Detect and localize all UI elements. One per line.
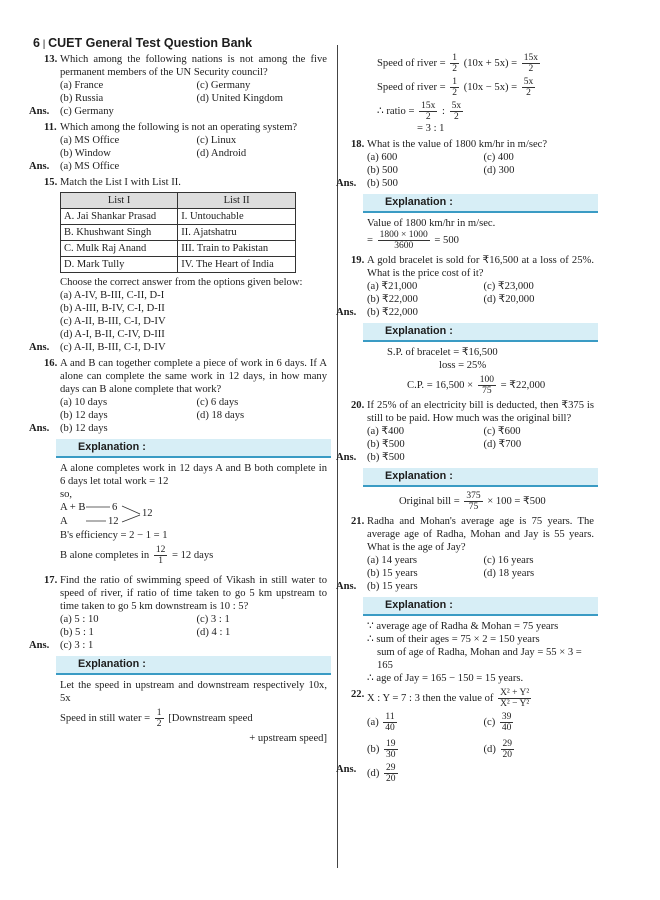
explanation-text: B's efficiency = 2 − 1 = 1: [60, 530, 168, 541]
option-d: (d) A-I, B-II, C-IV, D-III: [60, 329, 165, 340]
numerator: 15x: [523, 53, 539, 63]
answer-label: Ans.: [336, 307, 357, 318]
denominator: 20: [502, 750, 513, 760]
fraction: [155, 708, 164, 729]
answer-value: (c) 3 : 1: [60, 640, 94, 651]
option-label: (d): [483, 743, 496, 755]
answer: [29, 105, 327, 118]
option-b: (b) 12 days: [60, 410, 108, 421]
denominator: 40: [385, 723, 395, 733]
options: [60, 396, 327, 422]
numerator: 39: [501, 712, 512, 722]
diagram-label-a: A: [60, 516, 68, 527]
numerator: 12: [155, 545, 166, 555]
option-label: (a): [367, 716, 379, 728]
option-label: (b): [367, 743, 380, 755]
question-text: X : Y = 7 : 3 then the value of: [367, 692, 494, 704]
option-a: (a) 14 years: [367, 555, 417, 566]
explanation-formula: [367, 53, 594, 74]
answer-label: Ans.: [29, 640, 50, 651]
answer-label: Ans.: [29, 161, 50, 172]
option-d: (d) 300: [483, 165, 515, 176]
numerator: 1: [452, 77, 458, 87]
answer-value: (c) Germany: [60, 106, 114, 117]
question-text: A and B can together complete a piece of work in 6 days. If A alone can complete the same work in 12 days, in how many days can B alone complete that work?: [60, 358, 327, 395]
page-header: [33, 37, 252, 51]
fraction: [478, 375, 496, 396]
denominator: 2: [528, 64, 534, 74]
option-label: (c): [483, 716, 496, 728]
fraction: [450, 101, 464, 122]
question-number: 21.: [351, 516, 365, 527]
denominator: 2: [452, 88, 458, 98]
header-separator: |: [42, 39, 46, 50]
answer-value: (b) 12 days: [60, 423, 108, 434]
options: [367, 280, 594, 306]
option-b: (b) Window: [60, 148, 111, 159]
explanation-text: S.P. of bracelet = ₹16,500: [387, 347, 498, 358]
question-16: [44, 357, 327, 396]
diagram-result-12: 12: [142, 508, 153, 519]
question-22: [351, 688, 594, 709]
question-text: If 25% of an electricity bill is deducted, then ₹375 is still to be paid. How much was the original bill?: [367, 400, 594, 424]
formula-result: = 12 days: [171, 549, 214, 561]
fraction: [378, 230, 430, 251]
question-text: Which among the following nations is not among the five permanent members of the UN Security council?: [60, 54, 327, 78]
option-c: [484, 712, 595, 733]
answer: [336, 763, 594, 784]
table-cell: II. Ajatshatru: [178, 225, 296, 241]
fraction: [384, 739, 398, 760]
question-number: 19.: [351, 255, 365, 266]
formula-text: Original bill =: [399, 495, 460, 507]
option-b: [367, 739, 478, 760]
answer-label: Ans.: [29, 342, 50, 353]
answer-value: (b) 500: [367, 178, 398, 189]
answer: [336, 177, 594, 190]
question-text: Match the List I with List II.: [60, 177, 181, 188]
answer-value: (d): [367, 767, 380, 779]
answer-value: (b) ₹500: [367, 452, 405, 463]
question-20: [351, 399, 594, 425]
table-cell: D. Mark Tully: [61, 257, 178, 273]
table-row: [61, 241, 296, 257]
answer-value: (c) A-II, B-III, C-I, D-IV: [60, 342, 166, 353]
page-number: 6: [33, 36, 40, 50]
option-d: (d) ₹20,000: [483, 294, 535, 305]
option-b: (b) 15 years: [367, 568, 418, 579]
options: [60, 134, 327, 160]
option-a: (a) 10 days: [60, 397, 108, 408]
explanation-formula: [60, 545, 327, 566]
book-title: CUET General Test Question Bank: [48, 36, 253, 50]
table-cell: I. Untouchable: [178, 209, 296, 225]
explanation-text: ∵ average age of Radha & Mohan = 75 years: [367, 621, 559, 632]
numerator: 15x: [421, 101, 436, 111]
explanation-formula: [367, 230, 594, 251]
denominator: 1: [158, 556, 163, 566]
fraction: [450, 53, 459, 74]
formula-text: (10x + 5x) =: [463, 57, 518, 69]
numerator: 1: [156, 708, 162, 718]
question-text: A gold bracelet is sold for ₹16,500 at a loss of 25%. What is the price cost of it?: [367, 255, 594, 279]
numerator: 1800 × 1000: [379, 230, 428, 240]
option-c: (c) 6 days: [196, 397, 239, 408]
option-a: (a) ₹21,000: [367, 281, 418, 292]
option-b: (b) A-III, B-IV, C-I, D-II: [60, 303, 165, 314]
option-c: (c) Germany: [196, 80, 251, 91]
answer: [29, 341, 327, 354]
option-a: (a) 5 : 10: [60, 614, 99, 625]
explanation-text: ∴ age of Jay = 165 − 150 = 15 years.: [367, 673, 524, 684]
question-text: Radha and Mohan's average age is 75 years. The average age of Radha, Mohan and Jay is 55 years. What is the age of Jay?: [367, 516, 594, 553]
formula-text: ∴ ratio =: [377, 105, 415, 117]
fraction: [522, 77, 536, 98]
denominator: 3600: [394, 241, 414, 251]
question-text: Find the ratio of swimming speed of Vikash in still water to speed of river, if ratio of time taken to go 5 km upstream to time taken to go 5 km downstream is 10 : 5?: [60, 575, 327, 612]
option-b: (b) Russia: [60, 93, 104, 104]
answer-value: (b) ₹22,000: [367, 307, 418, 318]
denominator: 2: [452, 64, 458, 74]
explanation-heading: Explanation :: [56, 439, 331, 458]
option-d: (d) ₹700: [483, 439, 522, 450]
formula-text: [Downstream speed: [168, 712, 253, 724]
answer-label: Ans.: [336, 178, 357, 189]
explanation-formula: [367, 77, 594, 98]
explanation-heading: Explanation :: [56, 656, 331, 675]
options: [367, 554, 594, 580]
right-column: [336, 53, 594, 787]
denominator: 2: [526, 88, 531, 98]
explanation-text: Let the speed in upstream and downstream respectively 10x, 5x: [60, 680, 327, 704]
formula-result: = 3 : 1: [417, 123, 445, 134]
question-21: [351, 515, 594, 554]
option-c: (c) Linux: [196, 135, 237, 146]
fraction: [419, 101, 437, 122]
formula-result: = 500: [434, 234, 459, 246]
option-b: (b) 5 : 1: [60, 627, 94, 638]
question-number: 11.: [44, 122, 57, 133]
formula-text: (10x − 5x) =: [463, 81, 518, 93]
numerator: X² + Y²: [500, 688, 530, 698]
answer-label: Ans.: [336, 764, 357, 775]
denominator: 2: [156, 719, 162, 729]
option-a: (a) MS Office: [60, 135, 120, 146]
formula-result: = ₹22,000: [500, 379, 546, 391]
answer-label: Ans.: [336, 581, 357, 592]
fraction: [522, 53, 540, 74]
explanation-heading: Explanation :: [363, 194, 598, 213]
diagram-value-6: 6: [112, 502, 118, 513]
answer-label: Ans.: [336, 452, 357, 463]
fraction: [464, 491, 482, 512]
question-number: 20.: [351, 400, 365, 411]
option-c: (c) 3 : 1: [196, 614, 230, 625]
explanation-text: A alone completes work in 12 days A and B both complete in 6 days let total work = 12: [60, 463, 327, 487]
fraction: [383, 712, 396, 733]
option-b: (b) ₹22,000: [367, 294, 418, 305]
explanation-formula: [60, 708, 327, 729]
option-a: (a) 600: [367, 152, 398, 163]
question-18: [351, 138, 594, 151]
question-number: 22.: [351, 689, 365, 700]
answer-label: Ans.: [29, 106, 50, 117]
table-row: [61, 225, 296, 241]
answer-label: Ans.: [29, 423, 50, 434]
explanation-text: ∴ sum of their ages = 75 × 2 = 150 years: [367, 634, 540, 645]
explanation-text: loss = 25%: [439, 360, 487, 371]
table-row: [61, 209, 296, 225]
option-c: (c) 400: [483, 152, 514, 163]
diagram-label-ab: A + B: [60, 502, 86, 513]
fraction: [501, 739, 515, 760]
numerator: 375: [466, 491, 481, 501]
option-a: (a) France: [60, 80, 104, 91]
explanation-heading: Explanation :: [363, 468, 598, 487]
option-b: (b) ₹500: [367, 439, 405, 450]
question-text: Which among the following is not an operating system?: [60, 122, 298, 133]
option-a: [367, 712, 478, 733]
formula-text: Speed of river =: [377, 57, 446, 69]
denominator: 75: [482, 386, 492, 396]
option-d: [484, 739, 595, 760]
numerator: 5x: [451, 101, 462, 111]
option-d: (d) Android: [196, 148, 247, 159]
denominator: 75: [468, 502, 479, 512]
fraction: [498, 688, 531, 709]
table-row: [61, 257, 296, 273]
answer: [336, 580, 594, 593]
option-c: (c) 16 years: [483, 555, 534, 566]
options: [367, 712, 594, 760]
numerator: 5x: [523, 77, 534, 87]
formula-text: Speed of river =: [377, 81, 446, 93]
table-cell: IV. The Heart of India: [178, 257, 296, 273]
numerator: 29: [386, 763, 396, 773]
match-table: [60, 192, 296, 273]
formula-text: Speed in still water =: [60, 712, 151, 724]
denominator: 30: [386, 750, 396, 760]
denominator: X² − Y²: [500, 699, 530, 709]
formula-text: C.P. = 16,500 ×: [407, 379, 474, 391]
question-number: 13.: [44, 54, 58, 65]
question-instruction: Choose the correct answer from the options given below:: [60, 277, 303, 288]
option-b: (b) 500: [367, 165, 398, 176]
formula-text: =: [367, 234, 373, 246]
options: [367, 151, 594, 177]
explanation-text: Value of 1800 km/hr in m/sec.: [367, 218, 496, 229]
left-column: [29, 53, 327, 745]
fraction: [384, 763, 398, 784]
explanation-formula: [367, 101, 594, 122]
diagram-arrows: [84, 501, 144, 529]
answer: [29, 422, 327, 435]
options: [367, 425, 594, 451]
numerator: 19: [386, 739, 396, 749]
formula-continuation: + upstream speed]: [249, 733, 327, 744]
options: [60, 613, 327, 639]
ratio-sign: :: [442, 105, 445, 117]
numerator: 29: [502, 739, 513, 749]
denominator: 40: [501, 723, 512, 733]
fraction: [450, 77, 459, 98]
formula-result: × 100 = ₹500: [487, 495, 546, 507]
formula-text: B alone completes in: [60, 549, 150, 561]
question-text: What is the value of 1800 km/hr in m/sec?: [367, 139, 548, 150]
option-c: (c) ₹23,000: [483, 281, 534, 292]
answer: [29, 639, 327, 652]
table-header-list-1: List I: [61, 193, 178, 209]
option-a: (a) ₹400: [367, 426, 405, 437]
answer-value: (b) 15 years: [367, 581, 418, 592]
option-d: (d) 4 : 1: [196, 627, 231, 638]
answer: [336, 451, 594, 464]
question-number: 15.: [44, 177, 58, 188]
question-15: [44, 176, 327, 189]
explanation-text: sum of age of Radha, Mohan and Jay = 55 × 3 = 165: [377, 647, 582, 671]
work-diagram: [60, 501, 327, 529]
numerator: 1: [452, 53, 458, 63]
explanation-heading: Explanation :: [363, 323, 598, 342]
question-19: [351, 254, 594, 280]
question-14: [44, 121, 327, 134]
fraction: [500, 712, 514, 733]
option-c: (c) A-II, B-III, C-I, D-IV: [60, 316, 166, 327]
denominator: 2: [425, 112, 431, 122]
question-13: [44, 53, 327, 79]
option-d: (d) United Kingdom: [196, 93, 284, 104]
table-header-list-2: List II: [178, 193, 296, 209]
options: [60, 79, 327, 105]
explanation-formula: [367, 375, 594, 396]
table-cell: III. Train to Pakistan: [178, 241, 296, 257]
diagram-value-12: 12: [108, 516, 119, 527]
question-number: 16.: [44, 358, 58, 369]
question-number: 18.: [351, 139, 365, 150]
explanation-text: so,: [60, 489, 73, 500]
numerator: 11: [385, 712, 395, 722]
question-number: 17.: [44, 575, 58, 586]
option-d: (d) 18 days: [196, 410, 245, 421]
option-d: (d) 18 years: [483, 568, 535, 579]
table-cell: B. Khushwant Singh: [61, 225, 178, 241]
option-c: (c) ₹600: [483, 426, 521, 437]
answer: [29, 160, 327, 173]
explanation-formula: [367, 491, 594, 512]
question-17: [44, 574, 327, 613]
answer-value: (a) MS Office: [60, 161, 120, 172]
table-cell: A. Jai Shankar Prasad: [61, 209, 178, 225]
numerator: 100: [479, 375, 495, 385]
fraction: [154, 545, 168, 566]
answer: [336, 306, 594, 319]
denominator: 20: [386, 774, 396, 784]
table-header-row: [61, 193, 296, 209]
explanation-heading: Explanation :: [363, 597, 598, 616]
table-cell: C. Mulk Raj Anand: [61, 241, 178, 257]
option-a: (a) A-IV, B-III, C-II, D-I: [60, 290, 165, 301]
denominator: 2: [453, 112, 459, 122]
